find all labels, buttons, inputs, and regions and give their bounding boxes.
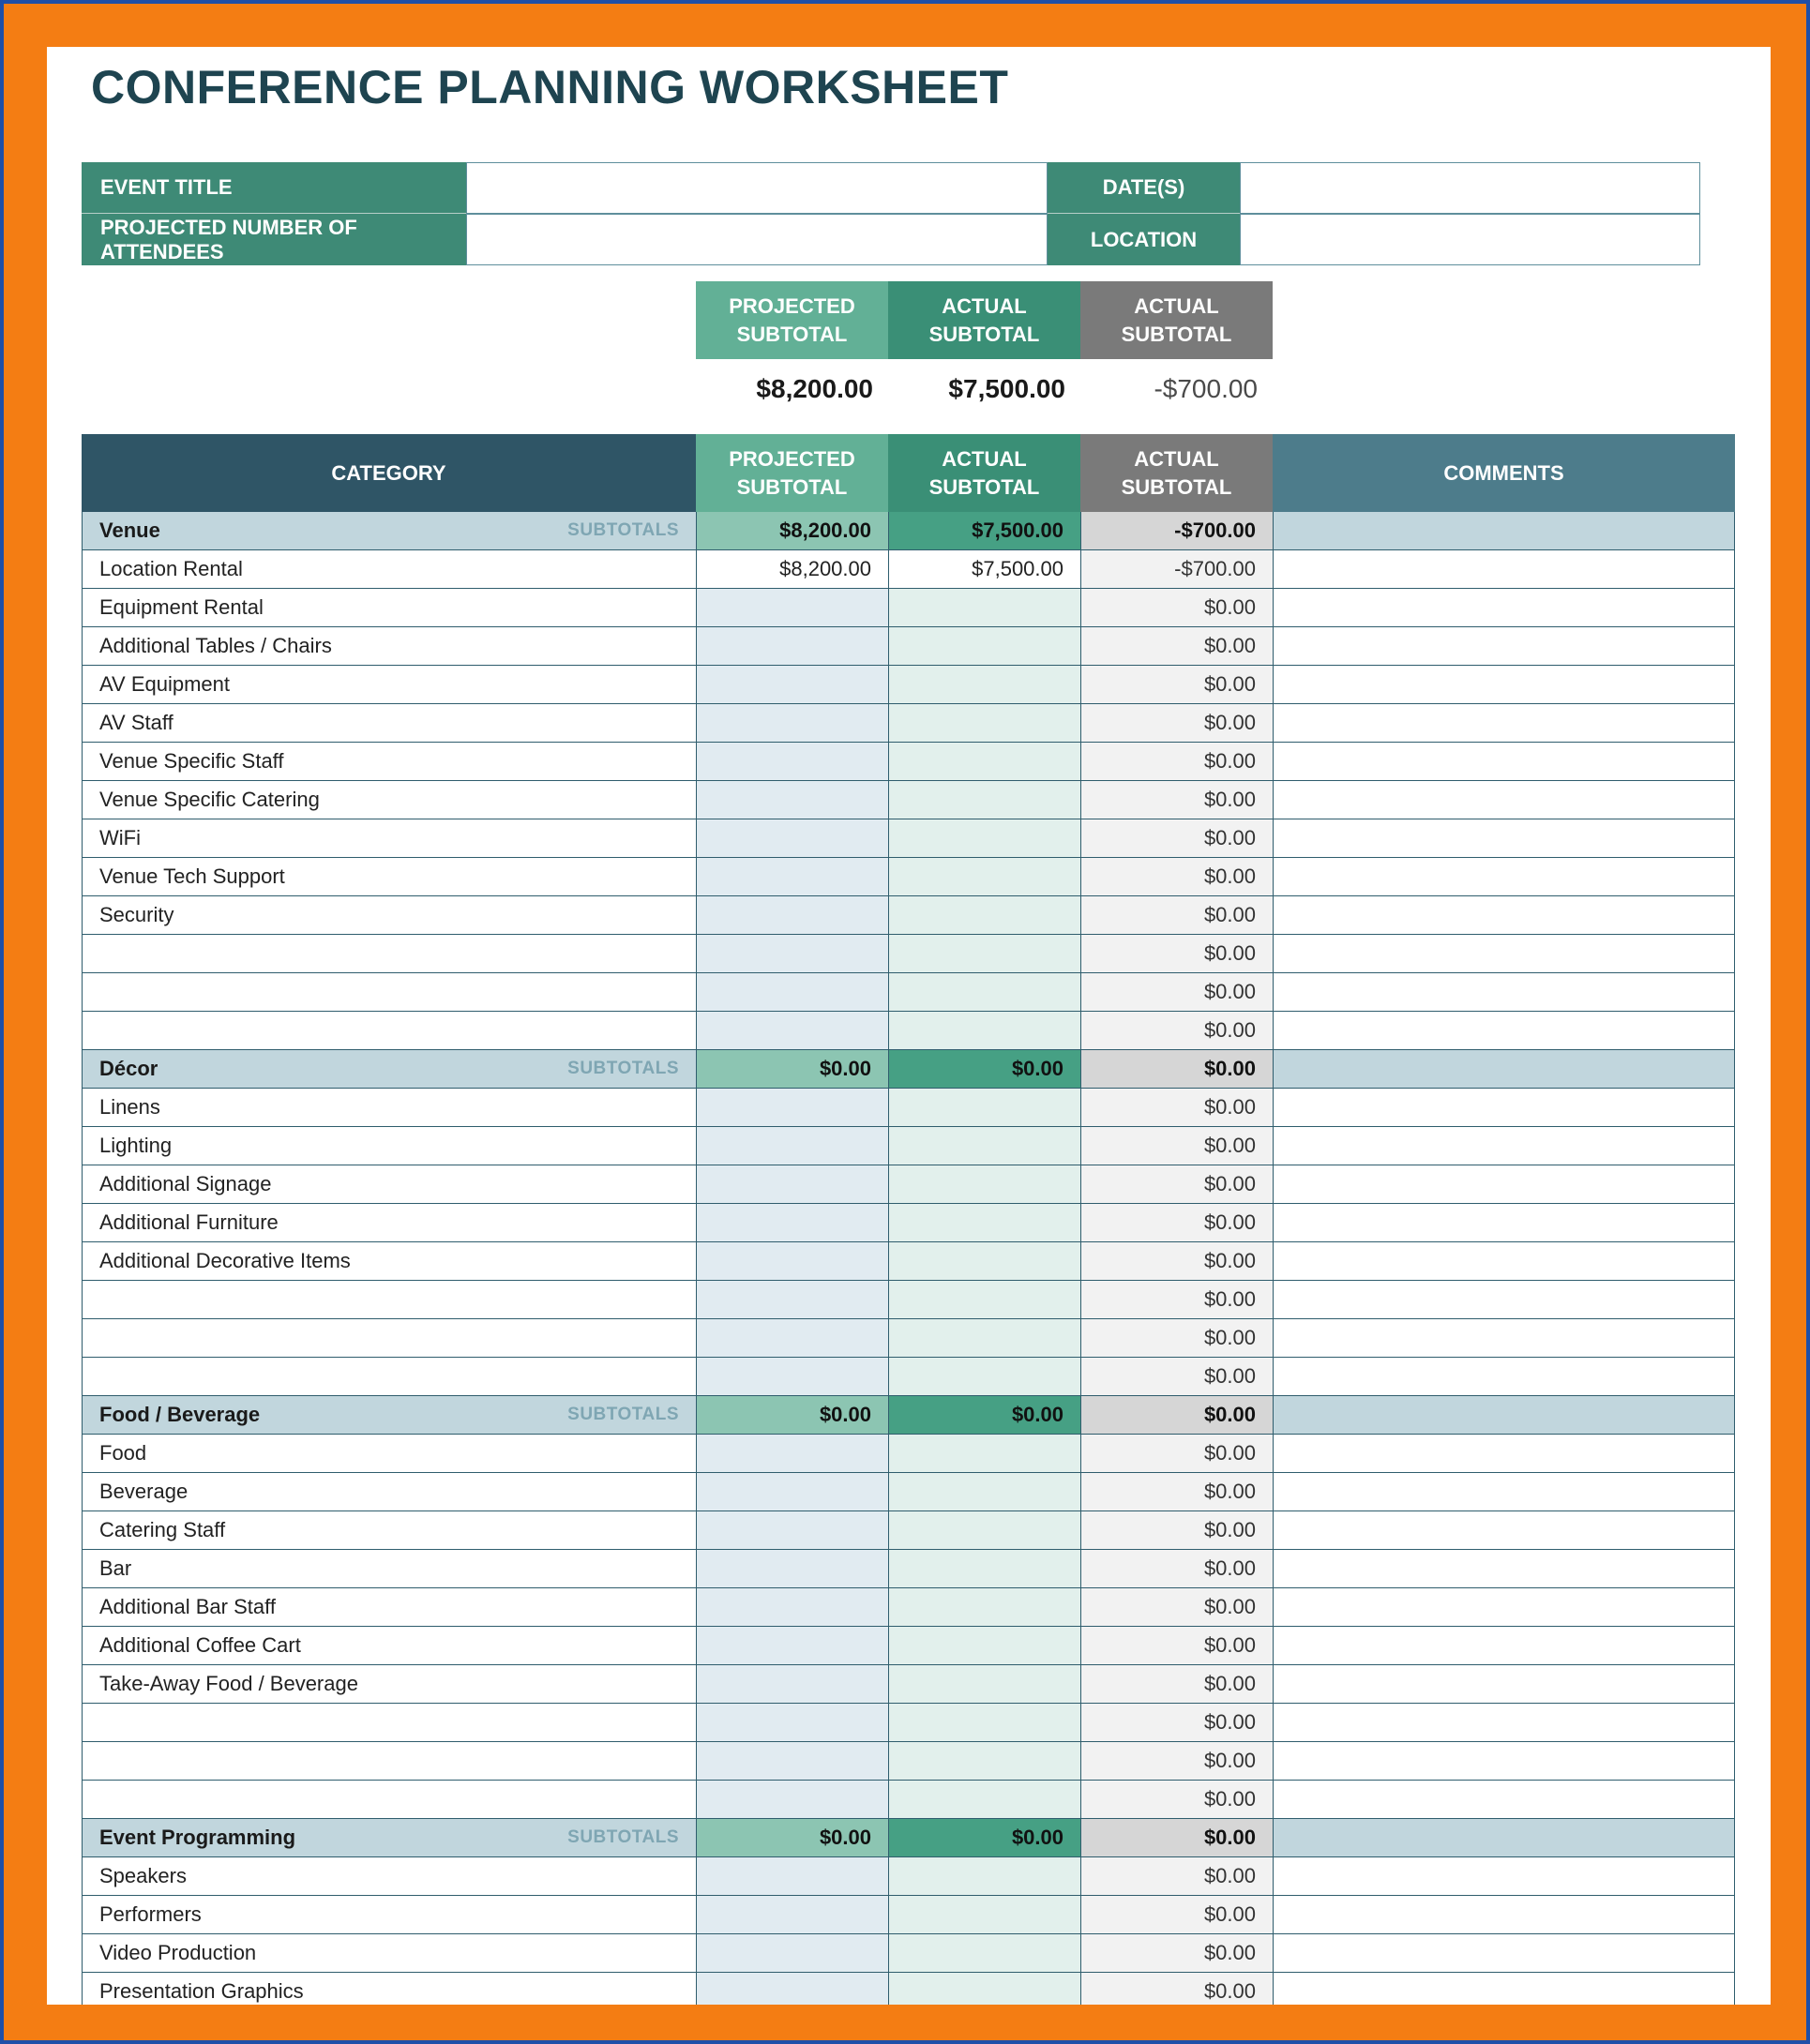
item-comments-cell[interactable] [1273,1704,1735,1741]
item-projected-cell[interactable]: $8,200.00 [696,550,888,588]
item-projected-cell[interactable] [696,1934,888,1972]
item-name-cell[interactable]: Take-Away Food / Beverage [82,1665,696,1703]
item-projected-cell[interactable] [696,704,888,742]
item-actual-cell[interactable] [888,1358,1080,1395]
section-row [82,1050,1735,1089]
item-diff-cell: $0.00 [1080,1127,1273,1165]
diff-header [1080,434,1273,512]
item-actual-cell[interactable] [888,743,1080,780]
item-diff-cell: $0.00 [1080,1896,1273,1933]
item-name-cell[interactable] [82,1281,696,1318]
item-actual-cell[interactable] [888,1127,1080,1165]
table-row [82,1665,1735,1704]
item-diff-cell: $0.00 [1080,704,1273,742]
item-projected-cell[interactable] [696,1242,888,1280]
table-row [82,1127,1735,1165]
item-projected-cell[interactable] [696,1204,888,1241]
item-diff-cell: $0.00 [1080,1742,1273,1780]
item-diff-cell: $0.00 [1080,935,1273,972]
attendees-label: PROJECTED NUMBER OF ATTENDEES [82,214,466,265]
item-projected-cell[interactable] [696,1089,888,1126]
item-projected-cell[interactable] [696,1781,888,1818]
item-projected-cell[interactable] [696,1319,888,1357]
item-projected-cell[interactable] [696,1627,888,1664]
item-comments-cell[interactable] [1273,1857,1735,1895]
item-diff-cell: $0.00 [1080,1511,1273,1549]
item-diff-cell: $0.00 [1080,743,1273,780]
item-projected-cell[interactable] [696,1896,888,1933]
section-diff-subtotal: $0.00 [1080,1050,1273,1088]
item-actual-cell[interactable] [888,1588,1080,1626]
table-row [82,1704,1735,1742]
table-row [82,1511,1735,1550]
item-comments-cell[interactable] [1273,1511,1735,1549]
item-actual-cell[interactable] [888,1742,1080,1780]
table-row [82,627,1735,666]
item-comments-cell[interactable] [1273,550,1735,588]
item-comments-cell[interactable] [1273,1934,1735,1972]
item-projected-cell[interactable] [696,1742,888,1780]
subtotals-label: SUBTOTALS [567,1827,679,1847]
item-comments-cell[interactable] [1273,1473,1735,1510]
item-diff-cell: $0.00 [1080,1358,1273,1395]
item-projected-cell[interactable] [696,1127,888,1165]
table-row [82,819,1735,858]
item-comments-cell[interactable] [1273,666,1735,703]
item-name-cell[interactable]: Performers [82,1896,696,1933]
table-row [82,1089,1735,1127]
table-row [82,781,1735,819]
item-comments-cell[interactable] [1273,896,1735,934]
item-diff-cell: $0.00 [1080,1473,1273,1510]
item-actual-cell[interactable] [888,1165,1080,1203]
summary-diff-header-text: ACTUAL SUBTOTAL [1121,293,1232,346]
item-actual-cell[interactable] [888,1550,1080,1587]
table-row [82,1358,1735,1396]
section-comments-cell[interactable] [1273,1396,1735,1434]
item-diff-cell: $0.00 [1080,1857,1273,1895]
item-comments-cell[interactable] [1273,858,1735,895]
item-comments-cell[interactable] [1273,935,1735,972]
table-row [82,1627,1735,1665]
table-row [82,1204,1735,1242]
item-projected-cell[interactable] [696,1281,888,1318]
item-name-cell[interactable]: AV Equipment [82,666,696,703]
item-name-cell[interactable]: Additional Bar Staff [82,1588,696,1626]
item-actual-cell[interactable] [888,781,1080,819]
table-row [82,973,1735,1012]
item-name-cell[interactable]: Additional Decorative Items [82,1242,696,1280]
item-actual-cell[interactable] [888,627,1080,665]
item-projected-cell[interactable] [696,1012,888,1049]
table-row [82,1473,1735,1511]
table-row [82,1281,1735,1319]
item-comments-cell[interactable] [1273,1781,1735,1818]
table-header-row [82,434,1735,512]
section-comments-cell[interactable] [1273,512,1735,549]
table-row [82,550,1735,589]
item-name-cell[interactable]: Video Production [82,1934,696,1972]
item-comments-cell[interactable] [1273,1550,1735,1587]
item-actual-cell[interactable] [888,1896,1080,1933]
item-projected-cell[interactable] [696,1550,888,1587]
table-row [82,1973,1735,2005]
table-row [82,666,1735,704]
summary-projected-value: $8,200.00 [756,374,873,403]
item-diff-cell: -$700.00 [1080,550,1273,588]
actual-header-text: ACTUAL SUBTOTAL [928,446,1040,499]
table-row [82,896,1735,935]
item-projected-cell[interactable] [696,743,888,780]
item-diff-cell: $0.00 [1080,1319,1273,1357]
item-name-cell[interactable] [82,1704,696,1741]
item-projected-cell[interactable] [696,973,888,1011]
budget-table [82,434,1735,2005]
item-diff-cell: $0.00 [1080,1934,1273,1972]
table-row [82,1934,1735,1973]
event-title-label: EVENT TITLE [82,162,466,214]
table-row [82,743,1735,781]
comments-header: COMMENTS [1273,434,1735,512]
item-comments-cell[interactable] [1273,589,1735,626]
summary-projected-header [696,281,888,359]
section-diff-subtotal: -$700.00 [1080,512,1273,549]
section-projected-subtotal: $0.00 [696,1396,888,1434]
item-diff-cell: $0.00 [1080,666,1273,703]
summary-projected-header-text: PROJECTED SUBTOTAL [729,293,855,346]
item-comments-cell[interactable] [1273,1665,1735,1703]
item-diff-cell: $0.00 [1080,627,1273,665]
item-projected-cell[interactable] [696,896,888,934]
item-name-cell[interactable]: Food [82,1435,696,1472]
section-name [82,1396,696,1434]
section-name [82,512,696,549]
item-diff-cell: $0.00 [1080,589,1273,626]
item-name-cell[interactable] [82,1012,696,1049]
section-row [82,1396,1735,1435]
item-comments-cell[interactable] [1273,1627,1735,1664]
item-comments-cell[interactable] [1273,1089,1735,1126]
item-diff-cell: $0.00 [1080,1281,1273,1318]
item-diff-cell: $0.00 [1080,858,1273,895]
section-title: Event Programming [99,1826,296,1849]
item-actual-cell[interactable] [888,1627,1080,1664]
item-name-cell[interactable]: Venue Tech Support [82,858,696,895]
item-projected-cell[interactable] [696,1665,888,1703]
item-comments-cell[interactable] [1273,1742,1735,1780]
projected-header-text: PROJECTED SUBTOTAL [729,446,855,499]
item-name-cell[interactable]: Catering Staff [82,1511,696,1549]
item-actual-cell[interactable] [888,1934,1080,1972]
item-diff-cell: $0.00 [1080,819,1273,857]
item-projected-cell[interactable] [696,1511,888,1549]
diff-header-text: ACTUAL SUBTOTAL [1121,446,1232,499]
table-row [82,704,1735,743]
item-actual-cell[interactable] [888,704,1080,742]
item-actual-cell[interactable] [888,858,1080,895]
item-projected-cell[interactable] [696,819,888,857]
location-label: LOCATION [1048,214,1240,265]
item-projected-cell[interactable] [696,935,888,972]
subtotals-label: SUBTOTALS [567,520,679,540]
item-actual-cell[interactable] [888,1973,1080,2005]
item-comments-cell[interactable] [1273,1127,1735,1165]
worksheet [47,47,1771,2005]
item-diff-cell: $0.00 [1080,1204,1273,1241]
item-name-cell[interactable]: Lighting [82,1127,696,1165]
item-actual-cell[interactable] [888,589,1080,626]
item-diff-cell: $0.00 [1080,1665,1273,1703]
item-comments-cell[interactable] [1273,1012,1735,1049]
table-row [82,1550,1735,1588]
table-row [82,1896,1735,1934]
item-actual-cell[interactable] [888,935,1080,972]
item-actual-cell[interactable] [888,666,1080,703]
item-diff-cell: $0.00 [1080,973,1273,1011]
item-diff-cell: $0.00 [1080,781,1273,819]
item-diff-cell: $0.00 [1080,1627,1273,1664]
item-name-cell[interactable]: Bar [82,1550,696,1587]
item-projected-cell[interactable] [696,1435,888,1472]
section-actual-subtotal: $0.00 [888,1819,1080,1856]
item-name-cell[interactable]: Equipment Rental [82,589,696,626]
item-name-cell[interactable] [82,973,696,1011]
item-projected-cell[interactable] [696,1704,888,1741]
item-name-cell[interactable]: Additional Coffee Cart [82,1627,696,1664]
table-row [82,1781,1735,1819]
dates-field[interactable] [1240,162,1700,214]
section-title: Venue [99,519,160,542]
item-comments-cell[interactable] [1273,743,1735,780]
section-title: Food / Beverage [99,1403,261,1426]
item-comments-cell[interactable] [1273,1358,1735,1395]
summary-actual-value: $7,500.00 [948,374,1065,403]
section-row [82,512,1735,550]
section-actual-subtotal: $0.00 [888,1396,1080,1434]
item-comments-cell[interactable] [1273,627,1735,665]
item-comments-cell[interactable] [1273,819,1735,857]
item-name-cell[interactable] [82,1319,696,1357]
item-diff-cell: $0.00 [1080,1012,1273,1049]
dates-label: DATE(S) [1048,162,1240,214]
item-comments-cell[interactable] [1273,1973,1735,2005]
item-actual-cell[interactable] [888,1012,1080,1049]
section-diff-subtotal: $0.00 [1080,1819,1273,1856]
item-actual-cell[interactable] [888,819,1080,857]
item-name-cell[interactable]: Location Rental [82,550,696,588]
item-actual-cell[interactable] [888,896,1080,934]
item-comments-cell[interactable] [1273,1588,1735,1626]
item-diff-cell: $0.00 [1080,1435,1273,1472]
item-comments-cell[interactable] [1273,1204,1735,1241]
location-field[interactable] [1240,214,1700,265]
item-name-cell[interactable]: AV Staff [82,704,696,742]
item-name-cell[interactable]: Security [82,896,696,934]
item-name-cell[interactable]: WiFi [82,819,696,857]
item-projected-cell[interactable] [696,1358,888,1395]
item-comments-cell[interactable] [1273,781,1735,819]
item-actual-cell[interactable] [888,1781,1080,1818]
item-actual-cell[interactable] [888,973,1080,1011]
section-projected-subtotal: $8,200.00 [696,512,888,549]
item-projected-cell[interactable] [696,666,888,703]
item-comments-cell[interactable] [1273,1896,1735,1933]
event-title-field[interactable] [466,162,1048,214]
item-name-cell[interactable]: Venue Specific Catering [82,781,696,819]
item-actual-cell[interactable] [888,1704,1080,1741]
category-header: CATEGORY [82,434,696,512]
item-actual-cell[interactable] [888,1473,1080,1510]
item-projected-cell[interactable] [696,1165,888,1203]
projected-header [696,434,888,512]
item-name-cell[interactable]: Presentation Graphics [82,1973,696,2005]
table-row [82,1435,1735,1473]
summary-actual-header [888,281,1080,359]
section-projected-subtotal: $0.00 [696,1050,888,1088]
item-actual-cell[interactable] [888,1511,1080,1549]
item-name-cell[interactable]: Additional Furniture [82,1204,696,1241]
item-name-cell[interactable] [82,1781,696,1818]
item-name-cell[interactable]: Beverage [82,1473,696,1510]
section-actual-subtotal: $0.00 [888,1050,1080,1088]
item-actual-cell[interactable] [888,1319,1080,1357]
item-projected-cell[interactable] [696,589,888,626]
subtotals-label: SUBTOTALS [567,1059,679,1078]
item-name-cell[interactable]: Linens [82,1089,696,1126]
item-comments-cell[interactable] [1273,1281,1735,1318]
item-actual-cell[interactable] [888,1242,1080,1280]
table-row [82,1588,1735,1627]
section-name [82,1819,696,1856]
item-diff-cell: $0.00 [1080,1704,1273,1741]
table-row [82,1165,1735,1204]
item-name-cell[interactable] [82,1742,696,1780]
section-projected-subtotal: $0.00 [696,1819,888,1856]
section-name [82,1050,696,1088]
item-diff-cell: $0.00 [1080,1242,1273,1280]
item-diff-cell: $0.00 [1080,1781,1273,1818]
section-title: Décor [99,1057,158,1080]
section-diff-subtotal: $0.00 [1080,1396,1273,1434]
table-row [82,1319,1735,1358]
item-actual-cell[interactable] [888,1281,1080,1318]
item-comments-cell[interactable] [1273,1319,1735,1357]
section-comments-cell[interactable] [1273,1819,1735,1856]
item-comments-cell[interactable] [1273,973,1735,1011]
item-actual-cell[interactable]: $7,500.00 [888,550,1080,588]
item-name-cell[interactable] [82,1358,696,1395]
table-body [82,512,1735,2005]
table-row [82,1242,1735,1281]
page-title: CONFERENCE PLANNING WORKSHEET [91,61,1009,113]
item-projected-cell[interactable] [696,1857,888,1895]
item-projected-cell[interactable] [696,627,888,665]
item-actual-cell[interactable] [888,1665,1080,1703]
table-row [82,935,1735,973]
item-name-cell[interactable]: Additional Tables / Chairs [82,627,696,665]
item-name-cell[interactable] [82,935,696,972]
section-actual-subtotal: $7,500.00 [888,512,1080,549]
section-comments-cell[interactable] [1273,1050,1735,1088]
attendees-field[interactable] [466,214,1048,265]
item-name-cell[interactable]: Venue Specific Staff [82,743,696,780]
item-comments-cell[interactable] [1273,1242,1735,1280]
item-diff-cell: $0.00 [1080,896,1273,934]
item-projected-cell[interactable] [696,781,888,819]
summary-actual-header-text: ACTUAL SUBTOTAL [928,293,1040,346]
table-row [82,1742,1735,1781]
table-row [82,858,1735,896]
summary-diff-value: -$700.00 [1154,374,1258,403]
item-name-cell[interactable]: Speakers [82,1857,696,1895]
item-actual-cell[interactable] [888,1435,1080,1472]
item-diff-cell: $0.00 [1080,1588,1273,1626]
section-row [82,1819,1735,1857]
item-actual-cell[interactable] [888,1204,1080,1241]
item-projected-cell[interactable] [696,858,888,895]
actual-header [888,434,1080,512]
item-actual-cell[interactable] [888,1857,1080,1895]
item-comments-cell[interactable] [1273,1165,1735,1203]
item-diff-cell: $0.00 [1080,1973,1273,2005]
table-row [82,1857,1735,1896]
item-comments-cell[interactable] [1273,1435,1735,1472]
item-diff-cell: $0.00 [1080,1089,1273,1126]
item-projected-cell[interactable] [696,1973,888,2005]
item-diff-cell: $0.00 [1080,1550,1273,1587]
table-row [82,1012,1735,1050]
item-projected-cell[interactable] [696,1588,888,1626]
item-actual-cell[interactable] [888,1089,1080,1126]
item-diff-cell: $0.00 [1080,1165,1273,1203]
item-comments-cell[interactable] [1273,704,1735,742]
item-name-cell[interactable]: Additional Signage [82,1165,696,1203]
summary-diff-header [1080,281,1273,359]
subtotals-label: SUBTOTALS [567,1405,679,1424]
table-row [82,589,1735,627]
item-projected-cell[interactable] [696,1473,888,1510]
